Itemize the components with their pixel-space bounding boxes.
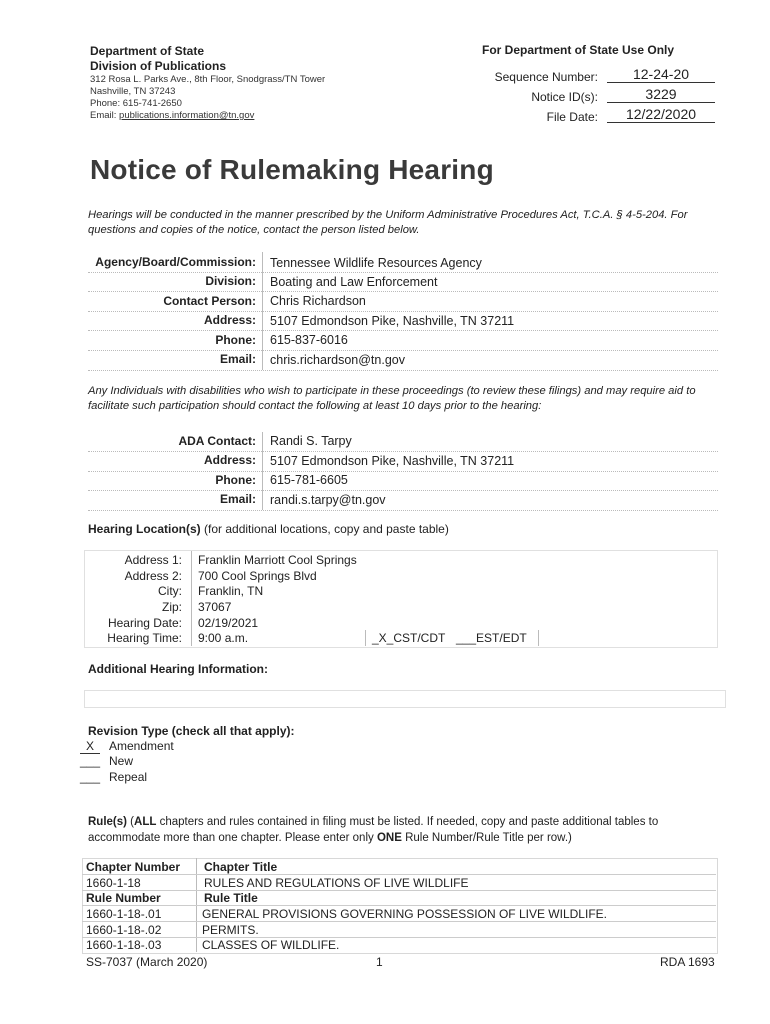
agency-label: Agency/Board/Commission: [95,255,256,269]
rule-number-cell: 1660-1-18-.01 [86,907,162,921]
department-address-line2: Nashville, TN 37243 [90,86,176,97]
city-value: Franklin, TN [198,584,264,598]
agency-address-label: Address: [203,313,256,327]
address1-label: Address 1: [124,553,182,567]
rule-title-header: Rule Title [204,891,258,905]
agency-email-label: Email: [219,352,256,366]
hearing-divider [191,551,192,646]
rules-lead: Rule(s) [88,816,127,828]
repeal-checkbox[interactable]: ___ [80,770,101,784]
address2-value: 700 Cool Springs Blvd [198,569,317,583]
ada-contact-label: ADA Contact: [178,434,256,448]
rule-title-cell: PERMITS. [202,923,259,937]
rule-title-cell: CLASSES OF WILDLIFE. [202,938,340,952]
department-phone: Phone: 615-741-2650 [90,98,182,109]
division-label: Division: [205,274,256,288]
chapter-title-header: Chapter Title [204,860,278,874]
division-name: Division of Publications [90,59,227,73]
form-number: SS-7037 (March 2020) [86,955,208,969]
ada-row-line [88,510,718,511]
ada-email-value[interactable]: randi.s.tarpy@tn.gov [270,493,386,507]
ada-email-label: Email: [219,492,256,506]
revision-type-heading: Revision Type (check all that apply): [88,724,295,738]
notice-id-value: 3229 [607,86,715,103]
new-label: New [109,754,134,768]
rules-one: ONE [376,832,402,844]
hearing-time-label: Hearing Time: [107,631,182,645]
chapter-title-value: RULES AND REGULATIONS OF LIVE WILDLIFE [204,876,469,890]
ada-row-line [88,471,718,472]
rule-title-cell: GENERAL PROVISIONS GOVERNING POSSESSION OF LIVE WILDLIFE. [202,907,607,921]
agency-row-line [88,291,718,292]
additional-info-field[interactable] [84,690,726,708]
ada-phone-value: 615-781-6605 [270,473,348,487]
contact-person-label: Contact Person: [163,294,256,308]
division-value: Boating and Law Enforcement [270,275,438,289]
department-block [90,44,226,74]
department-name: Department of State [90,44,205,58]
contact-person-value: Chris Richardson [270,294,366,308]
amendment-label: Amendment [109,739,174,753]
department-contact [90,74,325,122]
zip-label: Zip: [161,600,182,614]
ada-row-line [88,490,718,491]
intro-text: Hearings will be conducted in the manner prescribed by the Uniform Administrative Procedures Act, T.C.A. § 4-5-204. For questions and copies of the notice, contact the person listed below. [88,209,688,236]
agency-row-line [88,330,718,331]
agency-row-line [88,370,718,371]
chapter-number-header: Chapter Number [86,860,181,874]
rules-text-2: chapters and rules contained in filing must be listed. If needed, copy and paste additional tables to accommodate more than one chapter. Please enter only [88,816,659,844]
agency-value: Tennessee Wildlife Resources Agency [270,256,482,270]
ada-phone-label: Phone: [215,473,256,487]
rule-number-cell: 1660-1-18-.02 [86,923,162,937]
agency-row-line [88,350,718,351]
sequence-number-label: Sequence Number: [494,70,598,84]
rules-table-row-line [82,937,716,938]
department-address-line1: 312 Rosa L. Parks Ave., 8th Floor, Snodgrass/TN Tower [90,74,326,85]
file-date-value: 12/22/2020 [607,106,715,123]
rules-table-row-line [82,874,716,875]
hearing-time-divider [538,630,539,646]
notice-id-label: Notice ID(s): [531,90,598,104]
rules-instructions [88,814,718,846]
page-title: Notice of Rulemaking Hearing [90,154,494,185]
hearing-time-divider [365,630,366,646]
city-label: City: [158,584,182,598]
rules-text-1: ( [126,816,135,828]
agency-address-value: 5107 Edmondson Pike, Nashville, TN 37211 [270,314,515,328]
ada-address-label: Address: [203,453,256,467]
chapter-number-value: 1660-1-18 [86,876,141,890]
hearing-location-heading [88,522,449,536]
agency-row-line [88,311,718,312]
disability-notice: Any Individuals with disabilities who wish to participate in these proceedings (to review these filings) and may require aid to facilitate such participation should contact the following at least 10 days prior to the hearing: [88,385,696,412]
new-checkbox[interactable]: ___ [80,754,101,768]
hearing-time-value: 9:00 a.m. [198,631,249,645]
zip-value: 37067 [198,600,232,614]
department-email-link[interactable]: publications.information@tn.gov [119,110,255,121]
ada-contact-value: Randi S. Tarpy [270,434,352,448]
department-email-label: Email: [90,110,120,121]
cst-option: _X_CST/CDT [372,631,446,645]
agency-phone-value: 615-837-6016 [270,333,348,347]
state-use-heading: For Department of State Use Only [482,43,675,57]
repeal-label: Repeal [109,770,148,784]
ada-row-line [88,451,718,452]
agency-phone-label: Phone: [215,333,256,347]
additional-info-heading: Additional Hearing Information: [88,662,268,676]
agency-row-line [88,272,718,273]
rules-table-row-line [82,890,716,891]
hearing-location-title: Hearing Location(s) [88,522,201,536]
rule-number-cell: 1660-1-18-.03 [86,938,162,952]
rules-all: ALL [134,816,157,828]
rules-table-row-line [82,921,716,922]
hearing-date-value: 02/19/2021 [198,616,259,630]
rules-table-row-line [82,905,716,906]
file-date-label: File Date: [546,110,598,124]
sequence-number-value: 12-24-20 [607,66,715,83]
agency-email-value[interactable]: chris.richardson@tn.gov [270,353,405,367]
rules-text-3: Rule Number/Rule Title per row.) [401,832,572,844]
est-option: ___EST/EDT [456,631,527,645]
rda-number: RDA 1693 [660,955,715,969]
hearing-location-note: (for additional locations, copy and paste table) [200,522,449,536]
department-email-row [90,110,325,122]
address2-label: Address 2: [124,569,182,583]
rule-number-header: Rule Number [86,891,161,905]
address1-value: Franklin Marriott Cool Springs [198,553,357,567]
ada-address-value: 5107 Edmondson Pike, Nashville, TN 37211 [270,454,515,468]
amendment-checkbox[interactable]: X [80,739,100,754]
hearing-date-label: Hearing Date: [107,616,182,630]
page-number: 1 [376,955,383,969]
